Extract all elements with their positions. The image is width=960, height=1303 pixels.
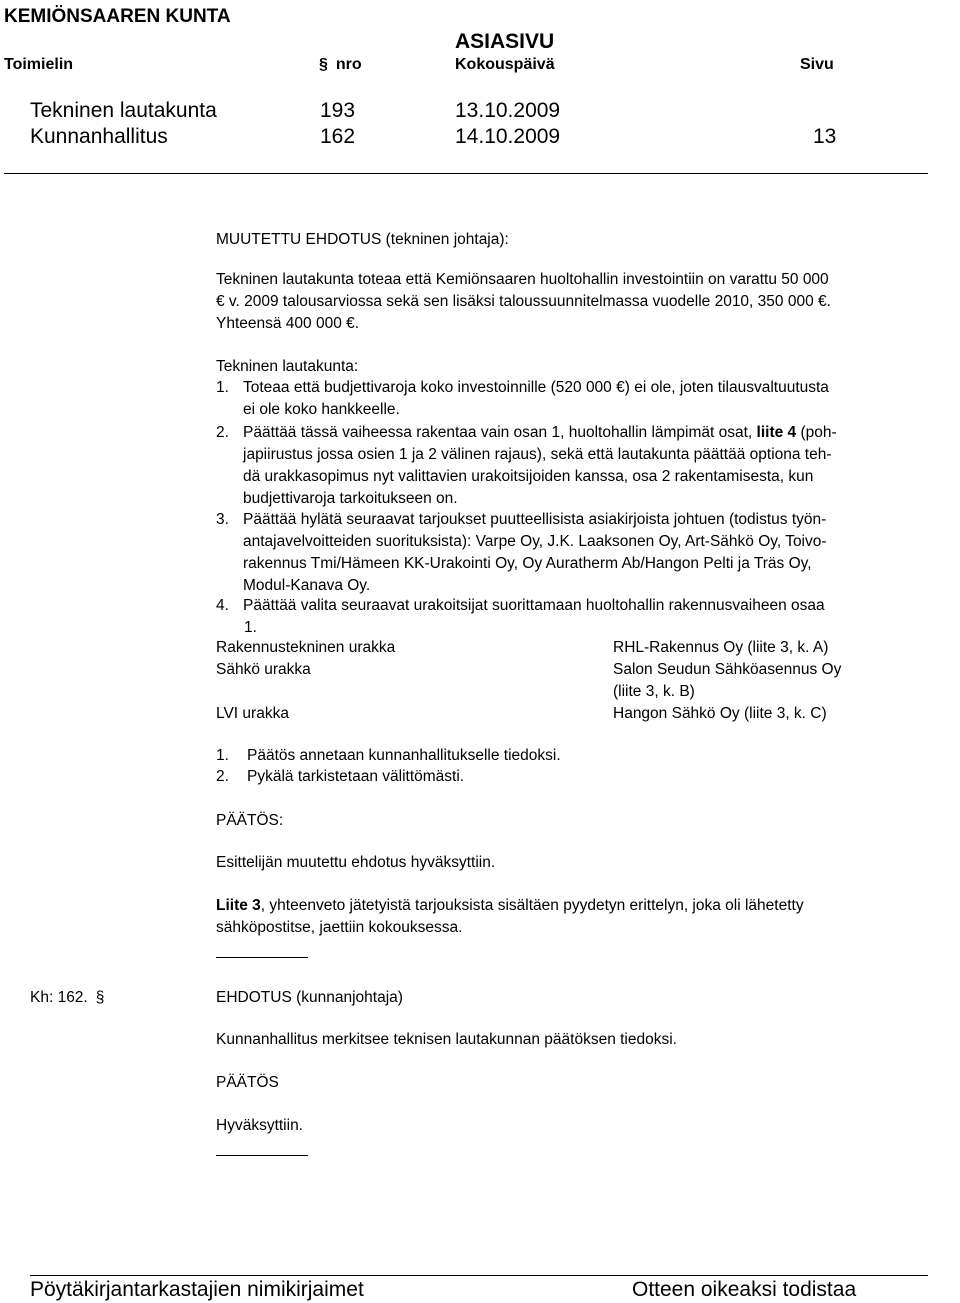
item-2-text: Päättää tässä vaiheessa rakentaa vain osan 1, huoltohallin lämpimät osat, liite 4 (poh- japiirustus jossa osien 1 ja 2 välinen rajaus), sekä että lautakunta päättää optiona teh- dä urakkasopimus nyt valittavien urakoitsijoiden kanssa, osa 2 rakentamisesta, kun budjettivaroja tarkoitukseen on. [243,424,837,507]
kh-label: Kh: 162. § [30,989,105,1006]
kh-decision-label: PÄÄTÖS [216,1074,279,1091]
note-text: Pykälä tarkistetaan välittömästi. [247,768,465,785]
row2-page: 13 [813,125,837,148]
header-rule [4,173,928,174]
item-3-text: Päättää hylätä seuraavat tarjoukset puutteellisista asiakirjoista johtuen (todistus työn- antajavelvoitteiden suorituksista): Varpe Oy, J.K. Laaksonen Oy, Art-Sähkö Oy, Toivo- rakennus Tmi/Hämeen KK-Urakointi Oy, Oy Auratherm Ab/Hangon Pelti ja Träs Oy, Modul-Kanava Oy. [243,511,827,594]
item-1-text: Toteaa että budjettivaroja koko investoinnille (520 000 €) ei ole, joten tilausvaltuutusta ei ole koko hankkeelle. [243,379,829,418]
item-number: 3. [216,511,229,528]
col-header-page: Sivu [800,56,834,73]
row1-nro: 193 [320,99,356,122]
intro-paragraph [216,269,831,335]
intro-line: € v. 2009 talousarviossa sekä sen lisäksi taloussuunnitelmassa vuodelle 2010, 350 000 €. [216,293,831,310]
separator-line [216,1155,308,1156]
footer-rule [30,1275,928,1276]
page-label: ASIASIVU [455,30,555,53]
kh-heading: EHDOTUS (kunnanjohtaja) [216,989,403,1006]
contract-company: Hangon Sähkö Oy (liite 3, k. C) [613,705,827,722]
row2-date: 14.10.2009 [455,125,561,148]
contract-type: LVI urakka [216,705,289,722]
col-header-body: Toimielin [4,56,74,73]
col-header-date: Kokouspäivä [455,56,555,73]
intro-line: Tekninen lautakunta toteaa että Kemiönsaaren huoltohallin investointiin on varattu 50 000 [216,271,829,288]
contract-type: Rakennustekninen urakka [216,639,396,656]
row1-date: 13.10.2009 [455,99,561,122]
item-number: 1. [216,379,229,396]
contract-type: Sähkö urakka [216,661,311,678]
kh-decision-text: Hyväksyttiin. [216,1117,303,1134]
org-name: KEMIÖNSAAREN KUNTA [4,6,231,27]
note-text: Päätös annetaan kunnanhallitukselle tiedoksi. [247,747,561,764]
separator-line [216,957,308,958]
heading-muutettu-ehdotus: MUUTETTU EHDOTUS (tekninen johtaja): [216,231,509,248]
decision-label: PÄÄTÖS: [216,812,284,829]
row1-body: Tekninen lautakunta [30,99,217,122]
contract-company: Salon Seudun Sähköasennus Oy [613,661,842,678]
contract-company: RHL-Rakennus Oy (liite 3, k. A) [613,639,829,656]
decision-text: Esittelijän muutettu ehdotus hyväksyttiin. [216,854,496,871]
note-number: 1. [216,747,229,764]
footer-initials-label: Pöytäkirjantarkastajien nimikirjaimet [30,1278,364,1301]
item-number: 4. [216,597,229,614]
board-label: Tekninen lautakunta: [216,358,359,375]
row2-nro: 162 [320,125,356,148]
intro-line: Yhteensä 400 000 €. [216,315,360,332]
item-4-text: Päättää valita seuraavat urakoitsijat suorittamaan huoltohallin rakennusvaiheen osaa 1. [243,597,825,636]
contract-company: (liite 3, k. B) [613,683,695,700]
row2-body: Kunnanhallitus [30,125,168,148]
liite-4-ref: liite 4 [756,424,797,441]
attachment-paragraph: Liite 3, yhteenveto jätetyistä tarjouksista sisältäen pyydetyn erittelyn, joka oli lähetetty sähköpostitse, jaettiin kokouksessa. [216,897,804,936]
footer-certified-label: Otteen oikeaksi todistaa [632,1278,857,1301]
kh-text: Kunnanhallitus merkitsee teknisen lautakunnan päätöksen tiedoksi. [216,1031,677,1048]
liite-3-ref: Liite 3 [216,897,261,914]
col-header-nro: § nro [319,56,362,73]
item-number: 2. [216,424,229,441]
note-number: 2. [216,768,229,785]
